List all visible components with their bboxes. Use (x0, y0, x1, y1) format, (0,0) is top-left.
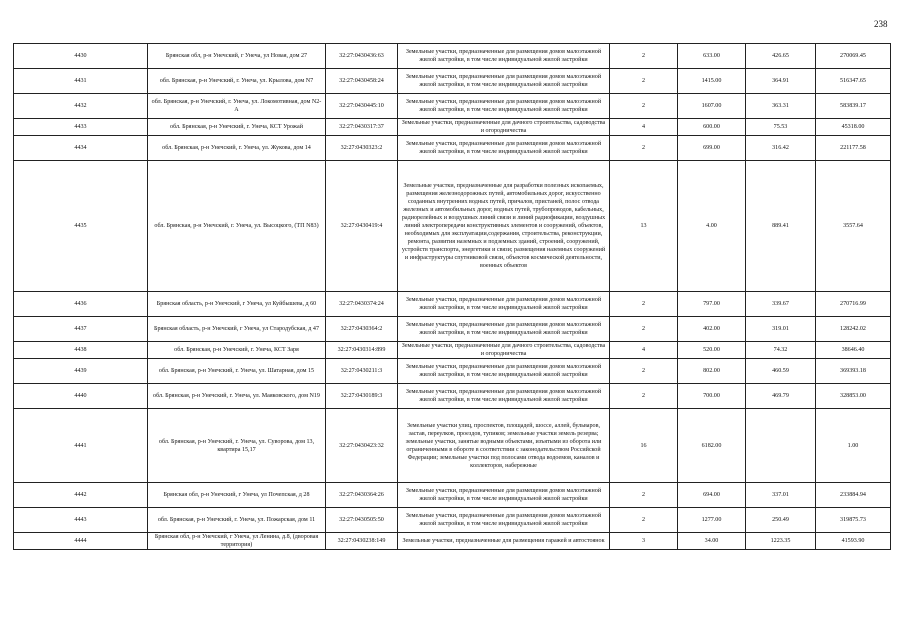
row-area: 600.00 (678, 119, 746, 136)
row-number: 4441 (14, 409, 148, 483)
row-land-purpose: Земельные участки, предназначенные для размещения домов малоэтажной жилой застройки, в том числе индивидуальной жилой застройки (398, 508, 610, 533)
row-specific-value: 319.01 (746, 317, 816, 342)
row-cadastral-value: 1.00 (816, 409, 891, 483)
row-cadastral-number: 32:27:0430423:32 (326, 409, 398, 483)
row-group-number: 2 (610, 483, 678, 508)
row-land-purpose: Земельные участки, предназначенные для размещения домов малоэтажной жилой застройки, в том числе индивидуальной жилой застройки (398, 136, 610, 161)
row-area: 6182.00 (678, 409, 746, 483)
row-cadastral-number: 32:27:0430317:37 (326, 119, 398, 136)
row-specific-value: 74.32 (746, 342, 816, 359)
row-number: 4430 (14, 44, 148, 69)
row-area: 700.00 (678, 384, 746, 409)
row-address: Брянская обл, р-н Унечский, г Унеча, ул Новая, дом 27 (148, 44, 326, 69)
row-number: 4433 (14, 119, 148, 136)
row-group-number: 2 (610, 508, 678, 533)
row-group-number: 4 (610, 119, 678, 136)
table-row (14, 483, 891, 508)
table-row (14, 292, 891, 317)
row-land-purpose: Земельные участки, предназначенные для размещения домов малоэтажной жилой застройки, в том числе индивидуальной жилой застройки (398, 292, 610, 317)
row-cadastral-value: 45318.00 (816, 119, 891, 136)
row-group-number: 3 (610, 533, 678, 550)
row-cadastral-number: 32:27:0430505:50 (326, 508, 398, 533)
row-address: Брянская область, р-н Унечский, г Унеча, ул Куйбышева, д 60 (148, 292, 326, 317)
row-cadastral-value: 270716.99 (816, 292, 891, 317)
row-cadastral-number: 32:27:0430436:63 (326, 44, 398, 69)
table-row (14, 136, 891, 161)
row-cadastral-number: 32:27:0430314:899 (326, 342, 398, 359)
table-row (14, 384, 891, 409)
row-specific-value: 75.53 (746, 119, 816, 136)
row-address: обл. Брянская, р-н Унечский, г. Унеча, ул. Крылова, дом N7 (148, 69, 326, 94)
row-cadastral-value: 41593.90 (816, 533, 891, 550)
row-number: 4438 (14, 342, 148, 359)
table-row (14, 44, 891, 69)
row-address: обл. Брянская, р-н Унечский, г. Унеча, КСТ Заря (148, 342, 326, 359)
row-address: обл. Брянская, р-н Унечский, г. Унеча, ул. Пожарская, дом 11 (148, 508, 326, 533)
row-cadastral-number: 32:27:0430323:2 (326, 136, 398, 161)
row-specific-value: 1223.35 (746, 533, 816, 550)
row-area: 699.00 (678, 136, 746, 161)
row-group-number: 16 (610, 409, 678, 483)
row-number: 4440 (14, 384, 148, 409)
row-cadastral-value: 369393.18 (816, 359, 891, 384)
row-address: обл. Брянская, р-н Унечский, г. Унеча, ул. Маяковского, дом N19 (148, 384, 326, 409)
row-specific-value: 250.49 (746, 508, 816, 533)
row-area: 402.00 (678, 317, 746, 342)
row-area: 34.00 (678, 533, 746, 550)
row-cadastral-value: 516347.65 (816, 69, 891, 94)
row-group-number: 2 (610, 94, 678, 119)
row-cadastral-number: 32:27:0430458:24 (326, 69, 398, 94)
row-specific-value: 426.65 (746, 44, 816, 69)
table-body (14, 44, 891, 550)
row-cadastral-number: 32:27:0430364:2 (326, 317, 398, 342)
row-land-purpose: Земельные участки, предназначенные для размещения домов малоэтажной жилой застройки, в том числе индивидуальной жилой застройки (398, 483, 610, 508)
row-cadastral-value: 3557.64 (816, 161, 891, 292)
row-land-purpose: Земельные участки, предназначенные для размещения домов малоэтажной жилой застройки, в том числе индивидуальной жилой застройки (398, 69, 610, 94)
table-row (14, 94, 891, 119)
row-cadastral-number: 32:27:0430419:4 (326, 161, 398, 292)
row-address: обл. Брянская, р-н Унечский, г. Унеча, ул. Высоцкого, (ТП N83) (148, 161, 326, 292)
row-group-number: 2 (610, 136, 678, 161)
table-row (14, 533, 891, 550)
table-row (14, 119, 891, 136)
row-number: 4444 (14, 533, 148, 550)
row-land-purpose: Земельные участки, предназначенные для размещения домов малоэтажной жилой застройки, в том числе индивидуальной жилой застройки (398, 317, 610, 342)
cadastral-value-table (13, 43, 891, 550)
row-land-purpose: Земельные участки, предназначенные для дачного строительства, садоводства и огородничества (398, 119, 610, 136)
row-cadastral-value: 583839.17 (816, 94, 891, 119)
row-land-purpose: Земельные участки, предназначенные для дачного строительства, садоводства и огородничества (398, 342, 610, 359)
row-area: 694.00 (678, 483, 746, 508)
row-address: Брянская область, р-н Унечский, г Унеча, ул Стародубская, д 47 (148, 317, 326, 342)
table-row (14, 317, 891, 342)
table-row (14, 342, 891, 359)
row-area: 1277.00 (678, 508, 746, 533)
row-land-purpose: Земельные участки, предназначенные для разработки полезных ископаемых, размещения железнодорожных путей, автомобильных дорог, искусственно созданных внутренних водных путей, причалов, пристаней, полос отвода железных и автомобильных дорог, водных путей, трубопроводов, кабельных, радиорелейных и воздушных линий связи и линий радиофикации, воздушных линий электропередачи конструктивных элементов и сооружений, объектов, необходимых для эксплуатации,содержания, строительства, реконструкции, ремонта, развития наземных и подземных зданий, строений, сооружений, устройств транспорта, энергетики и связи; размещения наземных сооружений и инфраструктуры спутниковой связи, объектов космической деятельности, военных объектов (398, 161, 610, 292)
row-land-purpose: Земельные участки, предназначенные для размещения домов малоэтажной жилой застройки, в том числе индивидуальной жилой застройки (398, 94, 610, 119)
row-address: Брянская обл, р-н Унечский, г Унеча, ул Почепская, д 28 (148, 483, 326, 508)
row-number: 4437 (14, 317, 148, 342)
row-cadastral-value: 128242.02 (816, 317, 891, 342)
row-land-purpose: Земельные участки, предназначенные для размещения домов малоэтажной жилой застройки, в том числе индивидуальной жилой застройки (398, 44, 610, 69)
row-address: обл. Брянская, р-н Унечский, г. Унеча, ул. Жукова, дом 14 (148, 136, 326, 161)
page-number: 238 (874, 19, 888, 29)
row-group-number: 2 (610, 69, 678, 94)
row-group-number: 2 (610, 44, 678, 69)
row-specific-value (746, 409, 816, 483)
row-cadastral-number: 32:27:0430445:10 (326, 94, 398, 119)
row-number: 4439 (14, 359, 148, 384)
row-number: 4435 (14, 161, 148, 292)
row-address: обл. Брянская, р-н Унечский, г. Унеча, КСТ Урожай (148, 119, 326, 136)
row-cadastral-number: 32:27:0430211:3 (326, 359, 398, 384)
table-row (14, 161, 891, 292)
row-area: 520.00 (678, 342, 746, 359)
row-specific-value: 460.59 (746, 359, 816, 384)
row-land-purpose: Земельные участки, предназначенные для размещения домов малоэтажной жилой застройки, в том числе индивидуальной жилой застройки (398, 359, 610, 384)
row-group-number: 2 (610, 384, 678, 409)
row-area: 633.00 (678, 44, 746, 69)
row-specific-value: 339.67 (746, 292, 816, 317)
row-cadastral-number: 32:27:0430374:24 (326, 292, 398, 317)
row-cadastral-number: 32:27:0430238:149 (326, 533, 398, 550)
row-address: Брянская обл, р-н Унечский, г Унеча, ул Ленина, д.8, (дворовая территория) (148, 533, 326, 550)
row-specific-value: 337.01 (746, 483, 816, 508)
row-number: 4443 (14, 508, 148, 533)
row-address: обл. Брянская, р-н Унечский, г. Унеча, ул. Суворова, дом 13, квартира 15,17 (148, 409, 326, 483)
row-specific-value: 363.31 (746, 94, 816, 119)
row-number: 4434 (14, 136, 148, 161)
row-specific-value: 364.91 (746, 69, 816, 94)
row-specific-value: 889.41 (746, 161, 816, 292)
row-number: 4432 (14, 94, 148, 119)
row-number: 4442 (14, 483, 148, 508)
row-specific-value: 316.42 (746, 136, 816, 161)
table-row (14, 69, 891, 94)
row-area: 4.00 (678, 161, 746, 292)
row-cadastral-value: 233884.94 (816, 483, 891, 508)
row-area: 1415.00 (678, 69, 746, 94)
row-cadastral-number: 32:27:0430189:3 (326, 384, 398, 409)
row-group-number: 13 (610, 161, 678, 292)
row-cadastral-number: 32:27:0430364:26 (326, 483, 398, 508)
row-number: 4431 (14, 69, 148, 94)
row-cadastral-value: 270069.45 (816, 44, 891, 69)
row-cadastral-value: 221177.58 (816, 136, 891, 161)
row-group-number: 2 (610, 292, 678, 317)
row-land-purpose: Земельные участки, предназначенные для размещения гаражей и автостоянок (398, 533, 610, 550)
table-row (14, 508, 891, 533)
row-specific-value: 469.79 (746, 384, 816, 409)
row-cadastral-value: 328853.00 (816, 384, 891, 409)
row-area: 1607.00 (678, 94, 746, 119)
row-land-purpose: Земельные участки, предназначенные для размещения домов малоэтажной жилой застройки, в том числе индивидуальной жилой застройки (398, 384, 610, 409)
row-cadastral-value: 38646.40 (816, 342, 891, 359)
row-area: 802.00 (678, 359, 746, 384)
row-land-purpose: Земельные участки улиц, проспектов, площадей, шоссе, аллей, бульваров, застав, переулков, проездов, тупиков; земельные участки земель резерва; земельные участки, занятые водными объектами, изъятыми из оборота или ограниченными в обороте в соответствии с законодательством Российской Федерации; земельные участки под полосами отвода водоемов, каналов и коллекторов, набережные (398, 409, 610, 483)
row-address: обл. Брянская, р-н Унечский, г. Унеча, ул. Шатарная, дом 15 (148, 359, 326, 384)
row-area: 797.00 (678, 292, 746, 317)
table-row (14, 359, 891, 384)
row-group-number: 4 (610, 342, 678, 359)
row-number: 4436 (14, 292, 148, 317)
row-group-number: 2 (610, 359, 678, 384)
row-cadastral-value: 319875.73 (816, 508, 891, 533)
row-group-number: 2 (610, 317, 678, 342)
table-row (14, 409, 891, 483)
row-address: обл. Брянская, р-н Унечский, г. Унеча, ул. Локомотивная, дом N2- А (148, 94, 326, 119)
